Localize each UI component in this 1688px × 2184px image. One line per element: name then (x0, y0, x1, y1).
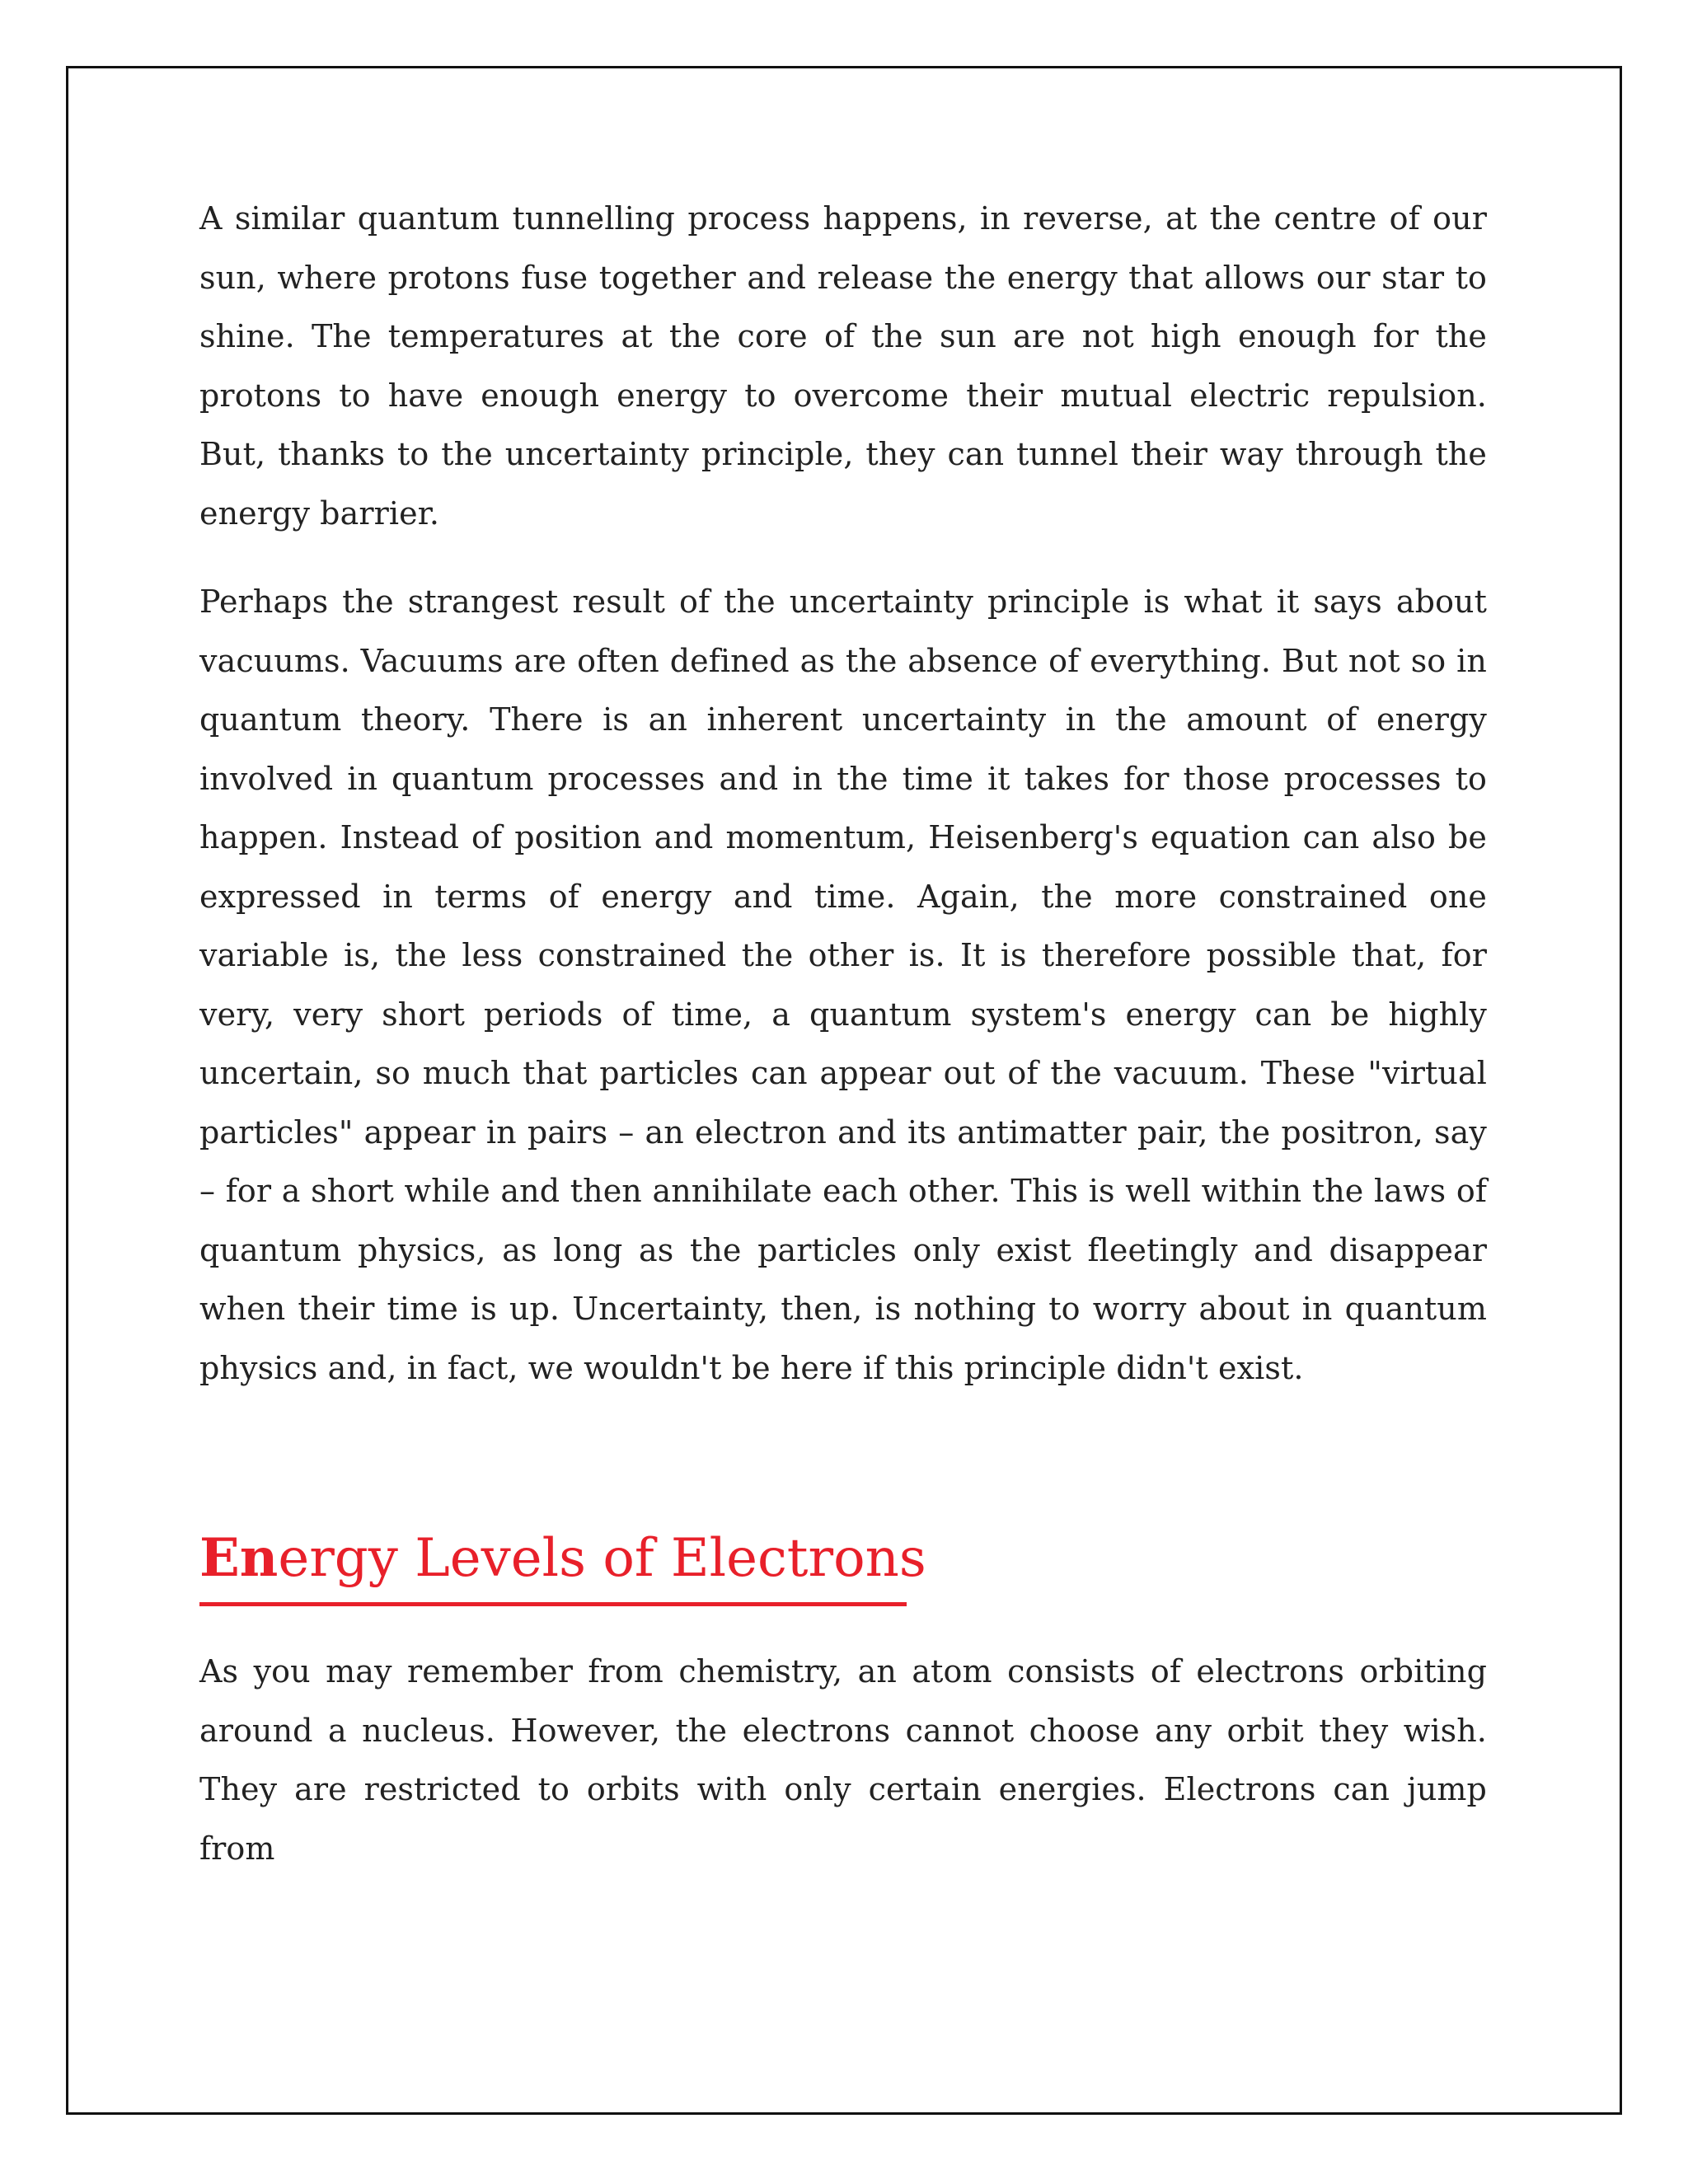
heading-underline (199, 1602, 907, 1606)
paragraph-energy-levels: As you may remember from chemistry, an atom consists of electrons orbiting around a nucleus. However, the electrons cannot choose any orbit they wish. They are restricted to orbits with only certain energies. Electrons can jump from (199, 1653, 1487, 1867)
paragraph-vacuums: Perhaps the strangest result of the uncertainty principle is what it says about vacuums. Vacuums are often defined as the absence of everything. But not so in quantum theory. There is an inherent uncertainty in the amount of energy involved in quantum processes and in the time it takes for those processes to happen. Instead of position and momentum, Heisenberg's equation can also be expressed in terms of energy and time. Again, the more constrained one variable is, the less constrained the other is. It is therefore possible that, for very, very short periods of time, a quantum system's energy can be highly uncertain, so much that particles can appear out of the vacuum. These "virtual particles" appear in pairs – an electron and its antimatter pair, the positron, say – for a short while and then annihilate each other. This is well within the laws of quantum physics, as long as the particles only exist fleetingly and disappear when their time is up. Uncertainty, then, is nothing to worry about in quantum physics and, in fact, we wouldn't be here if this principle didn't exist. (199, 583, 1487, 1386)
section-heading-block (199, 1521, 926, 1606)
section-heading (199, 1521, 926, 1596)
section-heading-lead: En (199, 1527, 279, 1589)
section-heading-rest: ergy Levels of Electrons (278, 1528, 926, 1589)
paragraph-tunnelling: A similar quantum tunnelling process happens, in reverse, at the centre of our sun, where protons fuse together and release the energy that allows our star to shine. The temperatures at the core of the sun are not high enough for the protons to have enough energy to overcome their mutual electric repulsion. But, thanks to the uncertainty principle, they can tunnel their way through the energy barrier. (199, 200, 1487, 532)
page-content (199, 190, 1487, 1878)
